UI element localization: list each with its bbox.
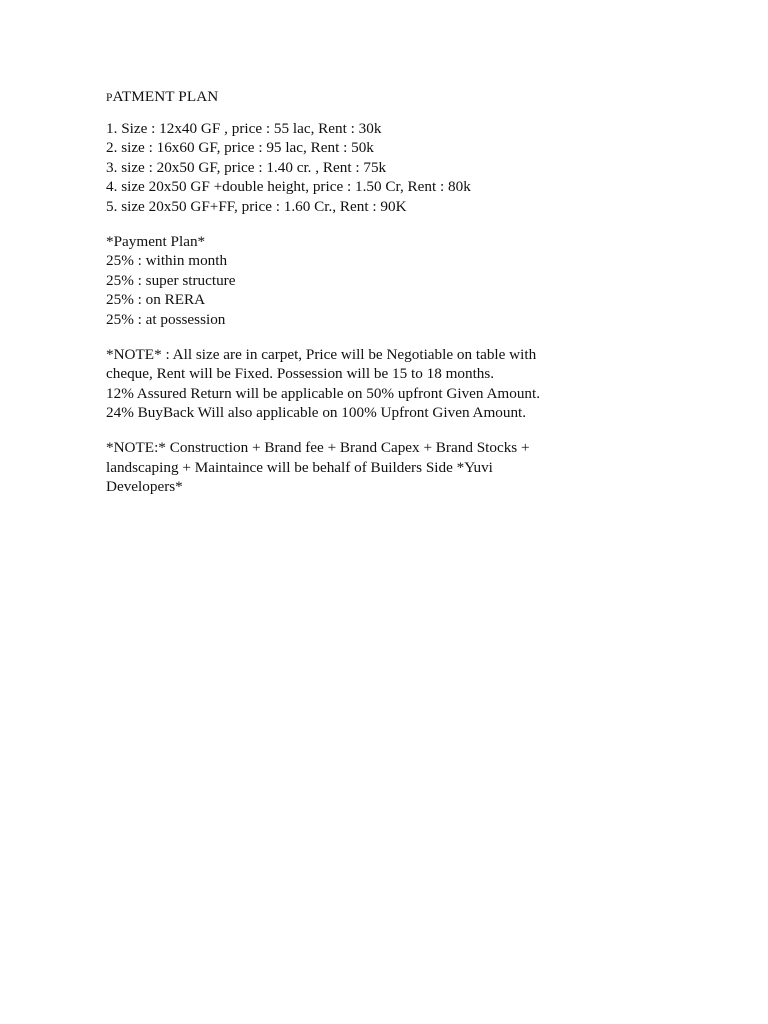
- second-note-paragraph: [106, 438, 626, 497]
- list-item: 5. size 20x50 GF+FF, price : 1.60 Cr., Rent : 90K: [106, 197, 407, 215]
- document-title: [106, 87, 626, 109]
- title-text: ATMENT PLAN: [112, 88, 219, 105]
- payment-plan-item: 25% : within month: [106, 252, 228, 270]
- note-line: Developers*: [106, 478, 183, 496]
- note-line: *NOTE* : All size are in carpet, Price will be Negotiable on table with: [106, 345, 537, 363]
- note-paragraph: [106, 345, 626, 423]
- size-price-list: [106, 119, 626, 217]
- payment-plan-item: 25% : super structure: [106, 271, 236, 289]
- note-line: cheque, Rent will be Fixed. Possession will be 15 to 18 months.: [106, 365, 495, 383]
- note-line: *NOTE:* Construction + Brand fee + Brand Capex + Brand Stocks +: [106, 438, 530, 456]
- list-item: 4. size 20x50 GF +double height, price : 1.50 Cr, Rent : 80k: [106, 178, 471, 196]
- list-item: 3. size : 20x50 GF, price : 1.40 cr. , Rent : 75k: [106, 158, 387, 176]
- document-page: [106, 87, 626, 512]
- list-item: 1. Size : 12x40 GF , price : 55 lac, Rent : 30k: [106, 119, 382, 137]
- payment-plan-item: 25% : at possession: [106, 310, 226, 328]
- payment-plan-heading: *Payment Plan*: [106, 232, 206, 250]
- note-line: 24% BuyBack Will also applicable on 100% Upfront Given Amount.: [106, 404, 527, 422]
- note-line: landscaping + Maintaince will be behalf of Builders Side *Yuvi: [106, 458, 493, 476]
- payment-plan-item: 25% : on RERA: [106, 291, 206, 309]
- list-item: 2. size : 16x60 GF, price : 95 lac, Rent : 50k: [106, 139, 374, 157]
- title-first-letter: P: [106, 92, 113, 104]
- note-line: 12% Assured Return will be applicable on 50% upfront Given Amount.: [106, 384, 541, 402]
- payment-plan-section: [106, 232, 626, 330]
